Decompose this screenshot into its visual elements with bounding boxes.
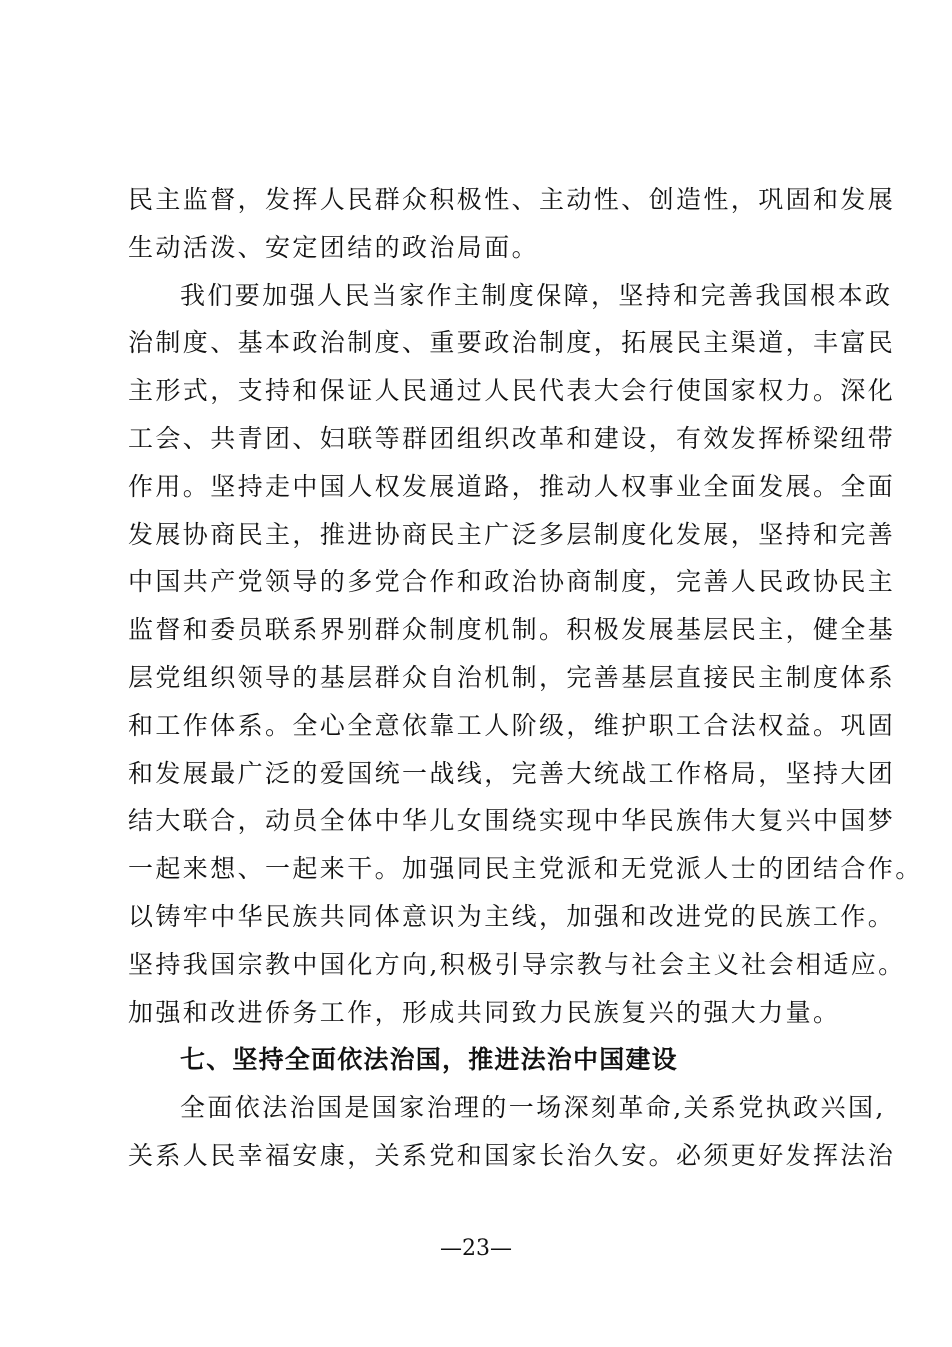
text-line: 和工作体系。全心全意依靠工人阶级，维护职工合法权益。巩固	[128, 710, 896, 740]
paragraph-start-line: 我们要加强人民当家作主制度保障，坚持和完善我国根本政	[180, 280, 893, 310]
body-text	[128, 176, 923, 1180]
text-line: 治制度、基本政治制度、重要政治制度，拓展民主渠道，丰富民	[128, 328, 896, 358]
text-line: 坚持我国宗教中国化方向,积极引导宗教与社会主义社会相适应。	[128, 949, 906, 979]
text-line: 一起来想、一起来干。加强同民主党派和无党派人士的团结合作。	[128, 854, 923, 884]
text-line: 监督和委员联系界别群众制度机制。积极发展基层民主，健全基	[128, 615, 896, 645]
page-number: —23—	[440, 1236, 512, 1261]
text-line: 和发展最广泛的爱国统一战线，完善大统战工作格局，坚持大团	[128, 758, 896, 788]
text-line: 生动活泼、安定团结的政治局面。	[128, 232, 540, 262]
text-line: 民主监督，发挥人民群众积极性、主动性、创造性，巩固和发展	[128, 185, 896, 214]
text-line: 主形式，支持和保证人民通过人民代表大会行使国家权力。深化	[128, 376, 896, 406]
paragraph-start-line: 全面依法治国是国家治理的一场深刻革命,关系党执政兴国,	[180, 1093, 886, 1123]
text-line: 工会、共青团、妇联等群团组织改革和建设，有效发挥桥梁纽带	[128, 423, 896, 453]
text-line: 发展协商民主，推进协商民主广泛多层制度化发展，坚持和完善	[128, 519, 896, 549]
text-line: 加强和改进侨务工作，形成共同致力民族复兴的强大力量。	[128, 997, 841, 1027]
section-heading: 七、坚持全面依法治国，推进法治中国建设	[180, 1045, 678, 1075]
text-line: 关系人民幸福安康，关系党和国家长治久安。必须更好发挥法治	[128, 1140, 896, 1170]
text-line: 结大联合，动员全体中华儿女围绕实现中华民族伟大复兴中国梦	[128, 806, 896, 836]
text-line: 作用。坚持走中国人权发展道路，推动人权事业全面发展。全面	[128, 471, 896, 501]
text-line: 以铸牢中华民族共同体意识为主线，加强和改进党的民族工作。	[128, 901, 896, 931]
text-line: 层党组织领导的基层群众自治机制，完善基层直接民主制度体系	[128, 662, 896, 692]
text-line: 中国共产党领导的多党合作和政治协商制度，完善人民政协民主	[128, 567, 896, 597]
